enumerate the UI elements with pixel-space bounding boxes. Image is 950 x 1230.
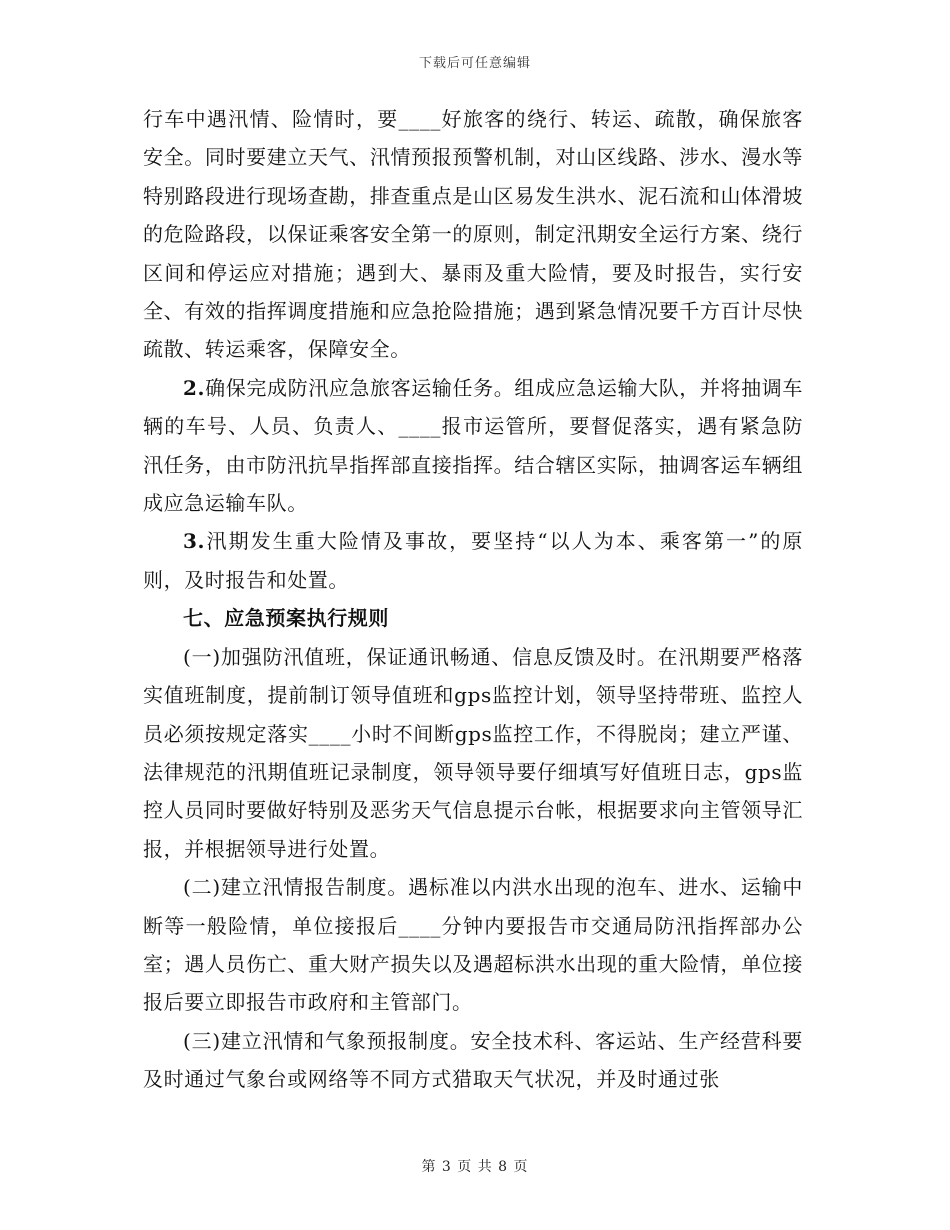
- paragraph-3-text: 汛期发生重大险情及事故，要坚持“以人为本、乘客第一”的原则，及时报告和处置。: [143, 529, 803, 592]
- paragraph-1: 行车中遇汛情、险情时，要____好旅客的绕行、转运、疏散，确保旅客安全。同时要建立天气、汛情预报预警机制，对山区线路、涉水、漫水等特别路段进行现场查勘，排查重点是山区易发生洪水、泥石流和山体滑坡的危险路段，以保证乘客安全第一的原则，制定汛期安全运行方案、绕行区间和停运应对措施；遇到大、暴雨及重大险情，要及时报告，实行安全、有效的指挥调度措施和应急抢险措施；遇到紧急情况要千方百计尽快疏散、转运乘客，保障安全。: [143, 107, 803, 362]
- section-heading: 七、应急预案执行规则: [183, 606, 389, 631]
- page-header: 下载后可任意编辑: [418, 56, 531, 71]
- page-footer: 第 3 页 共 8 页: [421, 1159, 529, 1175]
- paragraph-2: [143, 369, 803, 523]
- paragraph-6: (三)建立汛情和气象预报制度。安全技术科、客运站、生产经营科要及时通过气象台或网络等不同方式猎取天气状况，并及时通过张: [143, 1028, 803, 1092]
- item-number-2: 2.: [183, 375, 206, 400]
- item-number-3: 3.: [183, 529, 206, 554]
- document-body: [143, 100, 803, 1099]
- paragraph-3: [143, 522, 803, 599]
- paragraph-4: (一)加强防汛值班，保证通讯畅通、信息反馈及时。在汛期要严格落实值班制度，提前制订领导值班和gps监控计划，领导坚持带班、监控人员必须按规定落实____小时不间断gps监控工作，不得脱岗；建立严谨、法律规范的汛期值班记录制度，领导领导要仔细填写好值班日志，gps监控人员同时要做好特别及恶劣天气信息提示台帐，根据要求向主管领导汇报，并根据领导进行处置。: [143, 644, 803, 861]
- paragraph-5: (二)建立汛情报告制度。遇标准以内洪水出现的泡车、进水、运输中断等一般险情，单位接报后____分钟内要报告市交通局防汛指挥部办公室；遇人员伤亡、重大财产损失以及遇超标洪水出现的重大险情，单位接报后要立即报告市政府和主管部门。: [143, 875, 803, 1015]
- paragraph-2-text: 确保完成防汛应急旅客运输任务。组成应急运输大队，并将抽调车辆的车号、人员、负责人、____报市运管所，要督促落实，遇有紧急防汛任务，由市防汛抗旱指挥部直接指挥。结合辖区实际，抽调客运车辆组成应急运输车队。: [143, 375, 803, 516]
